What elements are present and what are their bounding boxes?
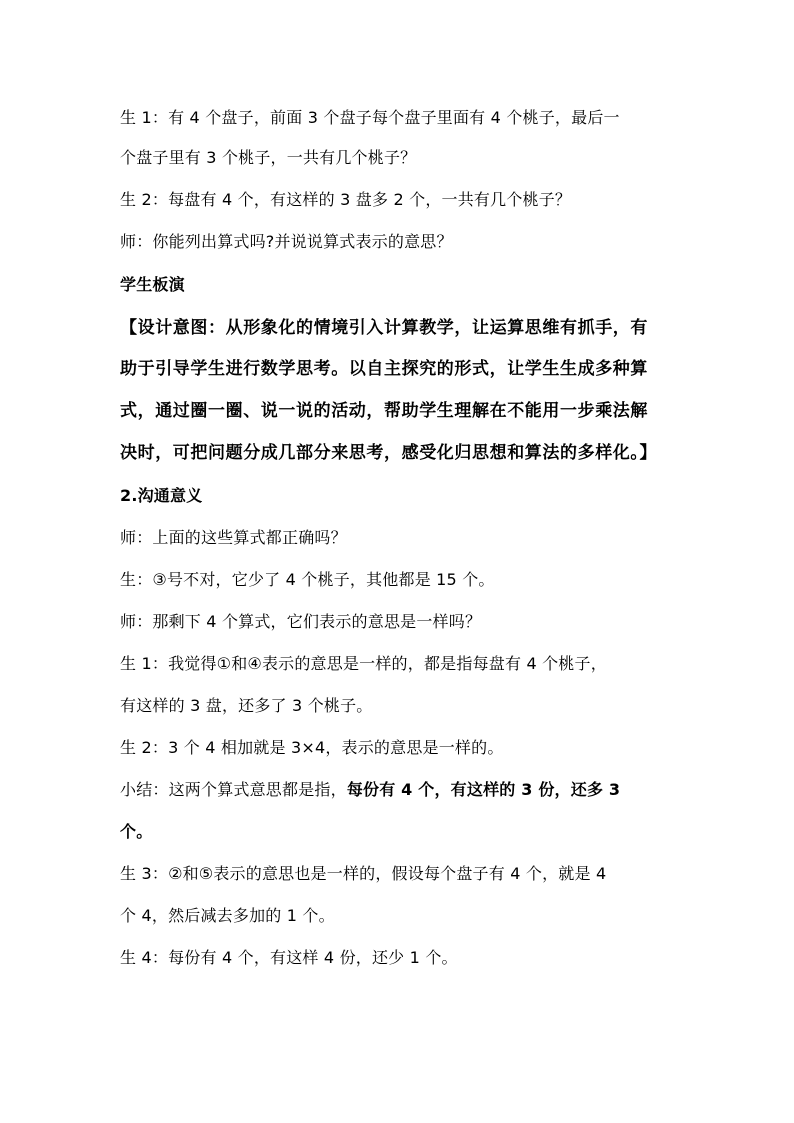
- dialogue-line: 生 1：有 4 个盘子，前面 3 个盘子每个盘子里面有 4 个桃子，最后一: [120, 108, 620, 127]
- design-intent-line: 【设计意图：从形象化的情境引入计算教学，让运算思维有抓手，有: [120, 318, 648, 338]
- dialogue-line: 个盘子里有 3 个桃子，一共有几个桃子？: [120, 148, 417, 167]
- section-heading: 2.沟通意义: [120, 486, 203, 505]
- design-intent-line: 式，通过圈一圈、说一说的活动，帮助学生理解在不能用一步乘法解: [120, 401, 648, 421]
- summary-emphasis: 每份有 4 个，有这样的 3 份，还多 3: [346, 780, 621, 799]
- dialogue-line: 生 2：3 个 4 相加就是 3×4，表示的意思是一样的。: [120, 738, 504, 757]
- dialogue-line: 生 2：每盘有 4 个，有这样的 3 盘多 2 个，一共有几个桃子？: [120, 190, 572, 209]
- dialogue-line: 个 4，然后减去多加的 1 个。: [120, 906, 335, 925]
- dialogue-line: 师：上面的这些算式都正确吗？: [120, 528, 347, 547]
- design-intent-line: 助于引导学生进行数学思考。以自主探究的形式，让学生生成多种算: [120, 359, 648, 379]
- dialogue-line: 师：那剩下 4 个算式，它们表示的意思是一样吗？: [120, 612, 482, 631]
- dialogue-line: 有这样的 3 盘，还多了 3 个桃子。: [120, 696, 373, 715]
- dialogue-line: 生 3：②和⑤表示的意思也是一样的，假设每个盘子有 4 个，就是 4: [120, 864, 607, 883]
- summary-label: 小结：这两个算式意思都是指，: [120, 780, 347, 799]
- design-intent-line: 决时，可把问题分成几部分来思考，感受化归思想和算法的多样化。】: [120, 443, 658, 463]
- dialogue-line: 生 1：我觉得①和④表示的意思是一样的，都是指每盘有 4 个桃子，: [120, 654, 607, 673]
- section-heading: 学生板演: [120, 275, 185, 294]
- summary-continuation: 个。: [120, 822, 153, 841]
- dialogue-line: 生 4：每份有 4 个，有这样 4 份，还少 1 个。: [120, 948, 458, 967]
- dialogue-line: 生：③号不对，它少了 4 个桃子，其他都是 15 个。: [120, 570, 495, 589]
- summary-line: [120, 780, 620, 800]
- dialogue-line: 师：你能列出算式吗?并说说算式表示的意思？: [120, 232, 453, 251]
